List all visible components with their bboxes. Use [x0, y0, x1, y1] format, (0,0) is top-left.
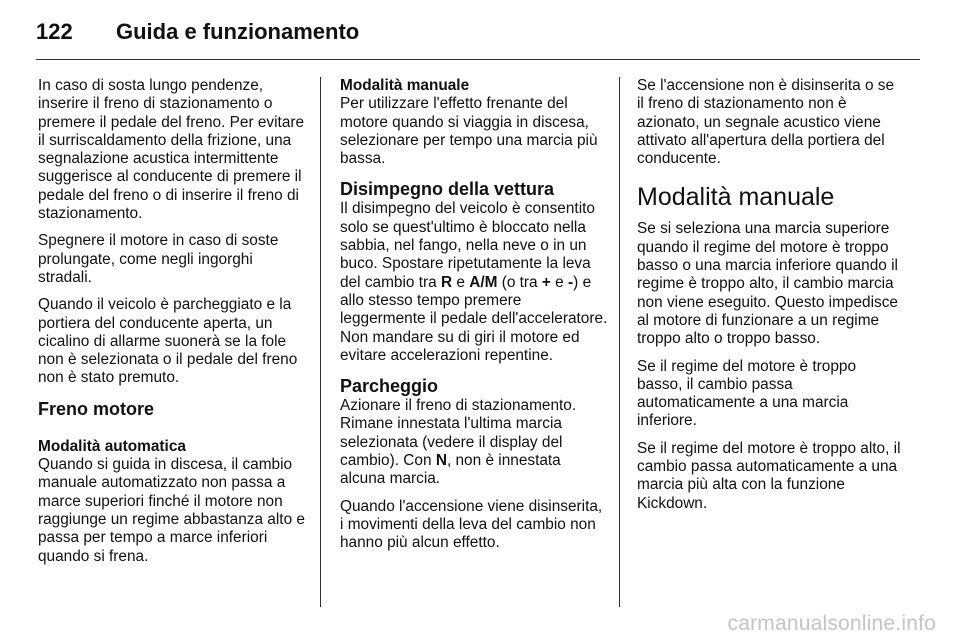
heading-disimpegno: Disimpegno della vettura — [340, 179, 555, 200]
column-1 — [38, 77, 306, 575]
gear-am-label: A/M — [469, 273, 498, 291]
paragraph-gear-selection: Se si seleziona una marcia superiore quando il regime del motore è troppo basso o una marcia inferiore quando il regime è troppo alto, il cambio marcia non viene eseguito. Questo impedisce al motore di funzionare a un regime troppo alto o troppo basso. — [637, 220, 898, 348]
gear-minus-label: - — [568, 273, 574, 291]
gear-plus-label: + — [541, 273, 551, 291]
column-divider-2 — [619, 77, 620, 607]
page-header — [36, 14, 359, 50]
paragraph-engine-braking: Per utilizzare l'effetto frenante del motore quando si viaggia in discesa, selezionare per tempo una marcia più bassa. — [340, 95, 598, 168]
paragraph-engine-off: Spegnere il motore in caso di soste prolungate, come negli ingorghi stradali. — [38, 232, 279, 286]
paragraph-acoustic-signal: Se l'accensione non è disinserita o se il freno di stazionamento non è azionato, un segnale acustico viene attivato all'apertura della portiera del conducente. — [637, 77, 895, 168]
page-title: Guida e funzionamento — [116, 19, 360, 44]
paragraph-ignition-off: Quando l'accensione viene disinserita, i movimenti della leva del cambio non hanno più alcun effetto. — [340, 497, 603, 552]
column-divider-1 — [320, 77, 321, 607]
gear-r-label: R — [440, 273, 453, 291]
paragraph-slope-parking: In caso di sosta lungo pendenze, inserire il freno di stazionamento o premere il pedale del freno. Per evitare il surriscaldamento della frizione, una segnalazione acustica intermittente suggerisce al conducente di premere il pedale del freno o di inserire il freno di stazionamento. — [38, 77, 305, 223]
heading-modalita-manuale: Modalità manuale — [637, 183, 835, 212]
heading-parcheggio: Parcheggio — [340, 376, 439, 397]
paragraph-downhill-auto: Quando si guida in discesa, il cambio manuale automatizzato non passa a marce superiori finché il motore non raggiunge un regime abbastanza alto e passa per tempo a marce inferiori quando si frena. — [38, 456, 305, 565]
page-number: 122 — [36, 19, 73, 44]
header-rule — [36, 59, 920, 60]
paragraph-disimpegno: Il disimpegno del veicolo è consentito solo se quest'ultimo è bloccato nella sabbia, nel fango, nella neve o in un buco. Spostare ripetutamente la leva del cambio tra R e A/M (o tra + e -) e allo stesso tempo premere leggermente il pedale dell'acceleratore. Non mandare su di giri il motore ed evitare accelerazioni repentine. — [340, 200, 608, 364]
paragraph-high-rpm: Se il regime del motore è troppo alto, il cambio passa automaticamente a una marcia più alta con la funzione Kickdown. — [637, 439, 901, 512]
gear-n-label: N — [435, 452, 447, 470]
paragraph-low-rpm: Se il regime del motore è troppo basso, il cambio passa automaticamente a una marcia inferiore. — [637, 357, 857, 430]
paragraph-door-alarm: Quando il veicolo è parcheggiato e la portiera del conducente aperta, un cicalino di allarme suonerà se la fole non è selezionata o il pedale del freno non è stato premuto. — [38, 296, 298, 387]
watermark: carmanualsonline.info — [727, 612, 936, 635]
paragraph-parcheggio: Azionare il freno di stazionamento. Rimane innestata l'ultima marcia selezionata (vedere il display del cambio). Con N, non è innestata alcuna marcia. — [340, 397, 577, 488]
column-2 — [340, 77, 608, 562]
subheading-modalita-manuale: Modalità manuale — [340, 77, 470, 94]
column-3 — [637, 77, 905, 522]
heading-freno-motore: Freno motore — [38, 398, 155, 419]
subheading-modalita-automatica: Modalità automatica — [38, 437, 186, 455]
